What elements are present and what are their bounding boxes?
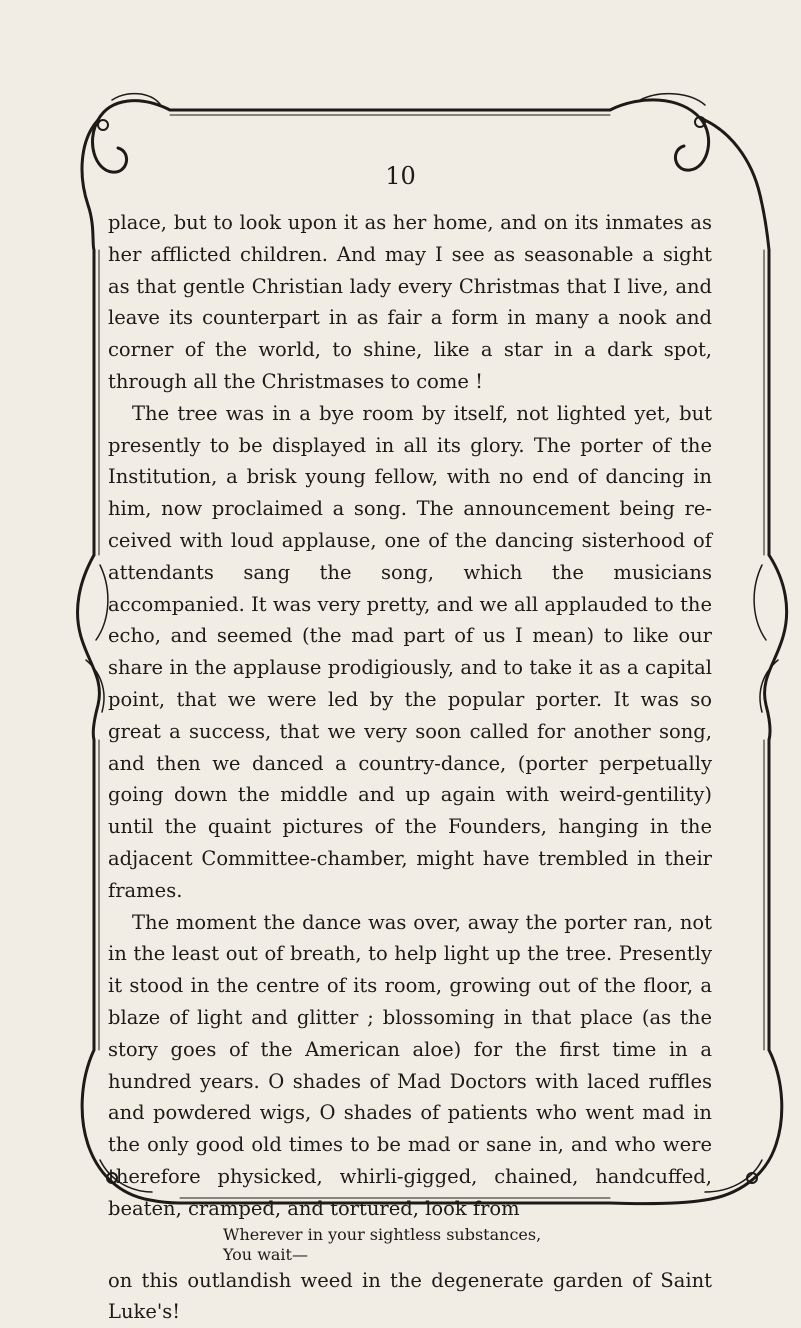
paragraph-1: place, but to look upon it as her home, and on its inmates as her afflicted children. And may I see as seasonable a sight as that gentle Christian lady every Christmas that I live, and leave its counterpart in as fair a form in many a nook and corner of the world, to shine, like a star in a dark spot, through all the Christmases to come ! bbox=[108, 207, 712, 398]
closing-line: on this outlandish weed in the degenerate garden of Saint Luke's! bbox=[108, 1265, 712, 1328]
verse-quote bbox=[223, 1225, 712, 1265]
page-number: 10 bbox=[0, 162, 801, 190]
verse-line-2: You wait— bbox=[223, 1245, 712, 1265]
verse-line-1: Wherever in your sightless substances, bbox=[223, 1225, 712, 1245]
body-text bbox=[108, 207, 712, 1328]
paragraph-3: The moment the dance was over, away the porter ran, not in the least out of breath, to help light up the tree. Presently it stood in the centre of its room, growing out of the floor, a blaze of light and glitter ; blossoming in that place (as the story goes of the American aloe) for the first time in a hundred years. O shades of Mad Doctors with laced ruffles and powdered wigs, O shades of patients who went mad in the only good old times to be mad or sane in, and who were therefore physicked, whirli-gigged, chained, handcuffed, beaten, cramped, and tortured, look from bbox=[108, 907, 712, 1225]
paragraph-2: The tree was in a bye room by itself, not lighted yet, but presently to be displayed in all its glory. The porter of the Institution, a brisk young fellow, with no end of dancing in him, now proclaimed a song. The announcement being re-ceived with loud applause, one of the dancing sisterhood of attendants sang the song, which the musicians accompanied. It was very pretty, and we all applauded to the echo, and seemed (the mad part of us I mean) to like our share in the applause prodigiously, and to take it as a capital point, that we were led by the popular porter. It was so great a success, that we very soon called for another song, and then we danced a country-dance, (porter perpetually going down the middle and up again with weird-gentility) until the quaint pictures of the Founders, hanging in the adjacent Committee-chamber, might have trembled in their frames. bbox=[108, 398, 712, 907]
